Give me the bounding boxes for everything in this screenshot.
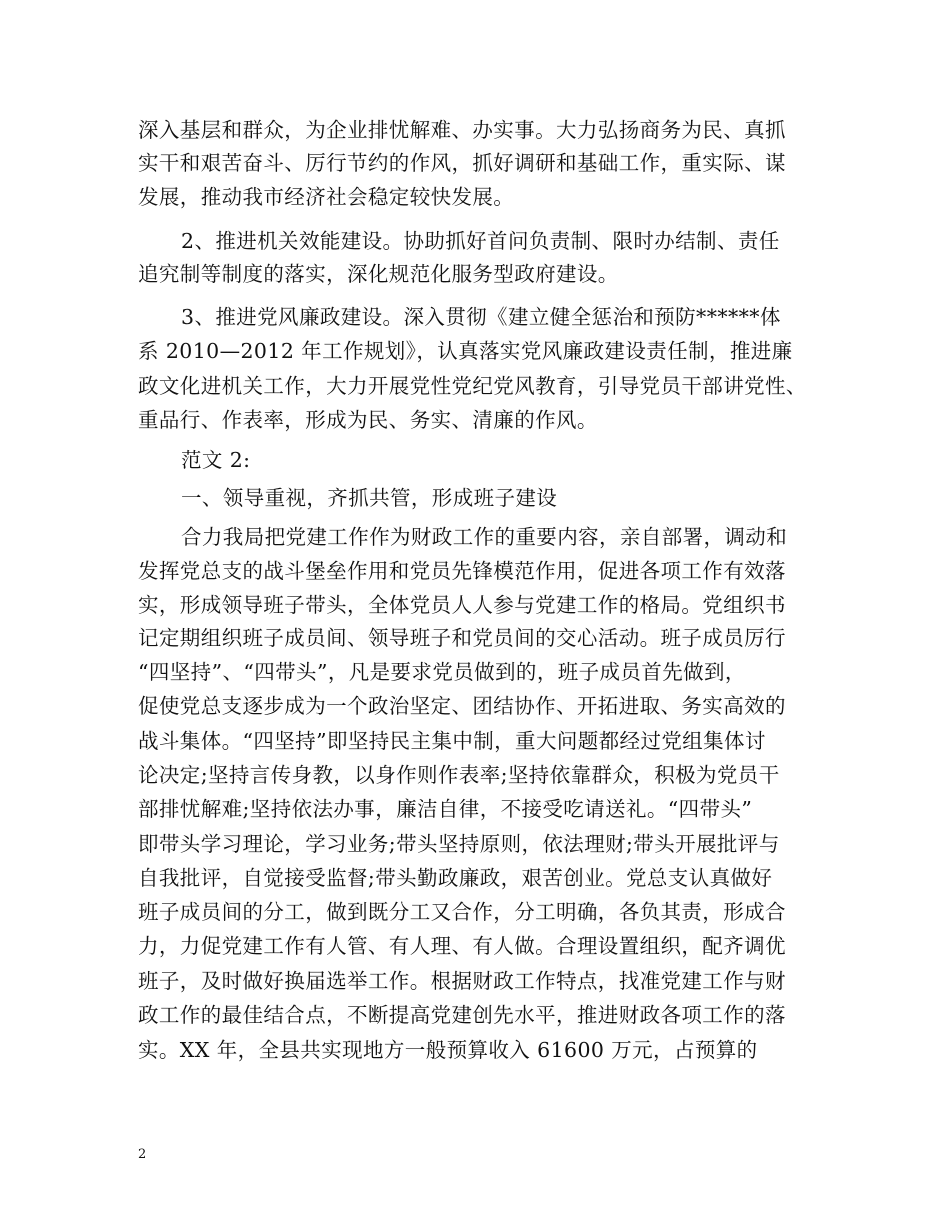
text-line: 重品行、作表率，形成为民、务实、清廉的作风。 bbox=[138, 408, 598, 432]
text-line: 部排忧解难;坚持依法办事，廉洁自律，不接受吃请送礼。“四带头” bbox=[138, 797, 753, 821]
section-heading: 范文 2: bbox=[181, 448, 251, 472]
text-line: 政文化进机关工作，大力开展党性党纪党风教育，引导党员干部讲党性、 bbox=[138, 374, 807, 398]
text-line: 促使党总支逐步成为一个政治坚定、团结协作、开拓进取、务实高效的 bbox=[138, 694, 786, 718]
text-line: 论决定;坚持言传身教，以身作则作表率;坚持依靠群众，积极为党员干 bbox=[138, 763, 780, 787]
page-number: 2 bbox=[138, 1147, 147, 1162]
text-line: 记定期组织班子成员间、领导班子和党员间的交心活动。班子成员厉行 bbox=[138, 626, 786, 650]
text-line: 深入基层和群众，为企业排忧解难、办实事。大力弘扬商务为民、真抓 bbox=[138, 118, 786, 142]
text-line: 3、推进党风廉政建设。深入贯彻《建立健全惩治和预防******体 bbox=[181, 305, 781, 329]
text-line: 2、推进机关效能建设。协助抓好首问负责制、限时办结制、责任 bbox=[181, 229, 780, 253]
text-line: 实。XX 年，全县共实现地方一般预算收入 61600 万元，占预算的 bbox=[138, 1038, 758, 1062]
text-line: 战斗集体。“四坚持”即坚持民主集中制，重大问题都经过党组集体讨 bbox=[138, 729, 766, 753]
text-line: 实干和艰苦奋斗、厉行节约的作风，抓好调研和基础工作，重实际、谋 bbox=[138, 151, 786, 175]
text-line: 发展，推动我市经济社会稳定较快发展。 bbox=[138, 185, 515, 209]
subsection-heading: 一、领导重视，齐抓共管，形成班子建设 bbox=[181, 486, 558, 510]
text-line: 班子成员间的分工，做到既分工又合作，分工明确，各负其责，形成合 bbox=[138, 900, 786, 924]
text-line: 发挥党总支的战斗堡垒作用和党员先锋模范作用，促进各项工作有效落 bbox=[138, 559, 786, 583]
text-line: 班子，及时做好换届选举工作。根据财政工作特点，找准党建工作与财 bbox=[138, 969, 786, 993]
text-line: 追究制等制度的落实，深化规范化服务型政府建设。 bbox=[138, 262, 619, 286]
text-line: 系 2010—2012 年工作规划》，认真落实党风廉政建设责任制，推进廉 bbox=[138, 339, 793, 363]
text-line: 力，力促党建工作有人管、有人理、有人做。合理设置组织，配齐调优 bbox=[138, 934, 786, 958]
text-line: 即带头学习理论，学习业务;带头坚持原则，依法理财;带头开展批评与 bbox=[138, 832, 780, 856]
text-line: 政工作的最佳结合点，不断提高党建创先水平，推进财政各项工作的落 bbox=[138, 1003, 786, 1027]
text-line: 实，形成领导班子带头，全体党员人人参与党建工作的格局。党组织书 bbox=[138, 593, 786, 617]
text-line: 自我批评，自觉接受监督;带头勤政廉政，艰苦创业。党总支认真做好 bbox=[138, 866, 773, 890]
text-line: “四坚持”、“四带头”，凡是要求党员做到的，班子成员首先做到， bbox=[138, 660, 746, 684]
text-line: 合力我局把党建工作作为财政工作的重要内容，亲自部署，调动和 bbox=[181, 525, 788, 549]
